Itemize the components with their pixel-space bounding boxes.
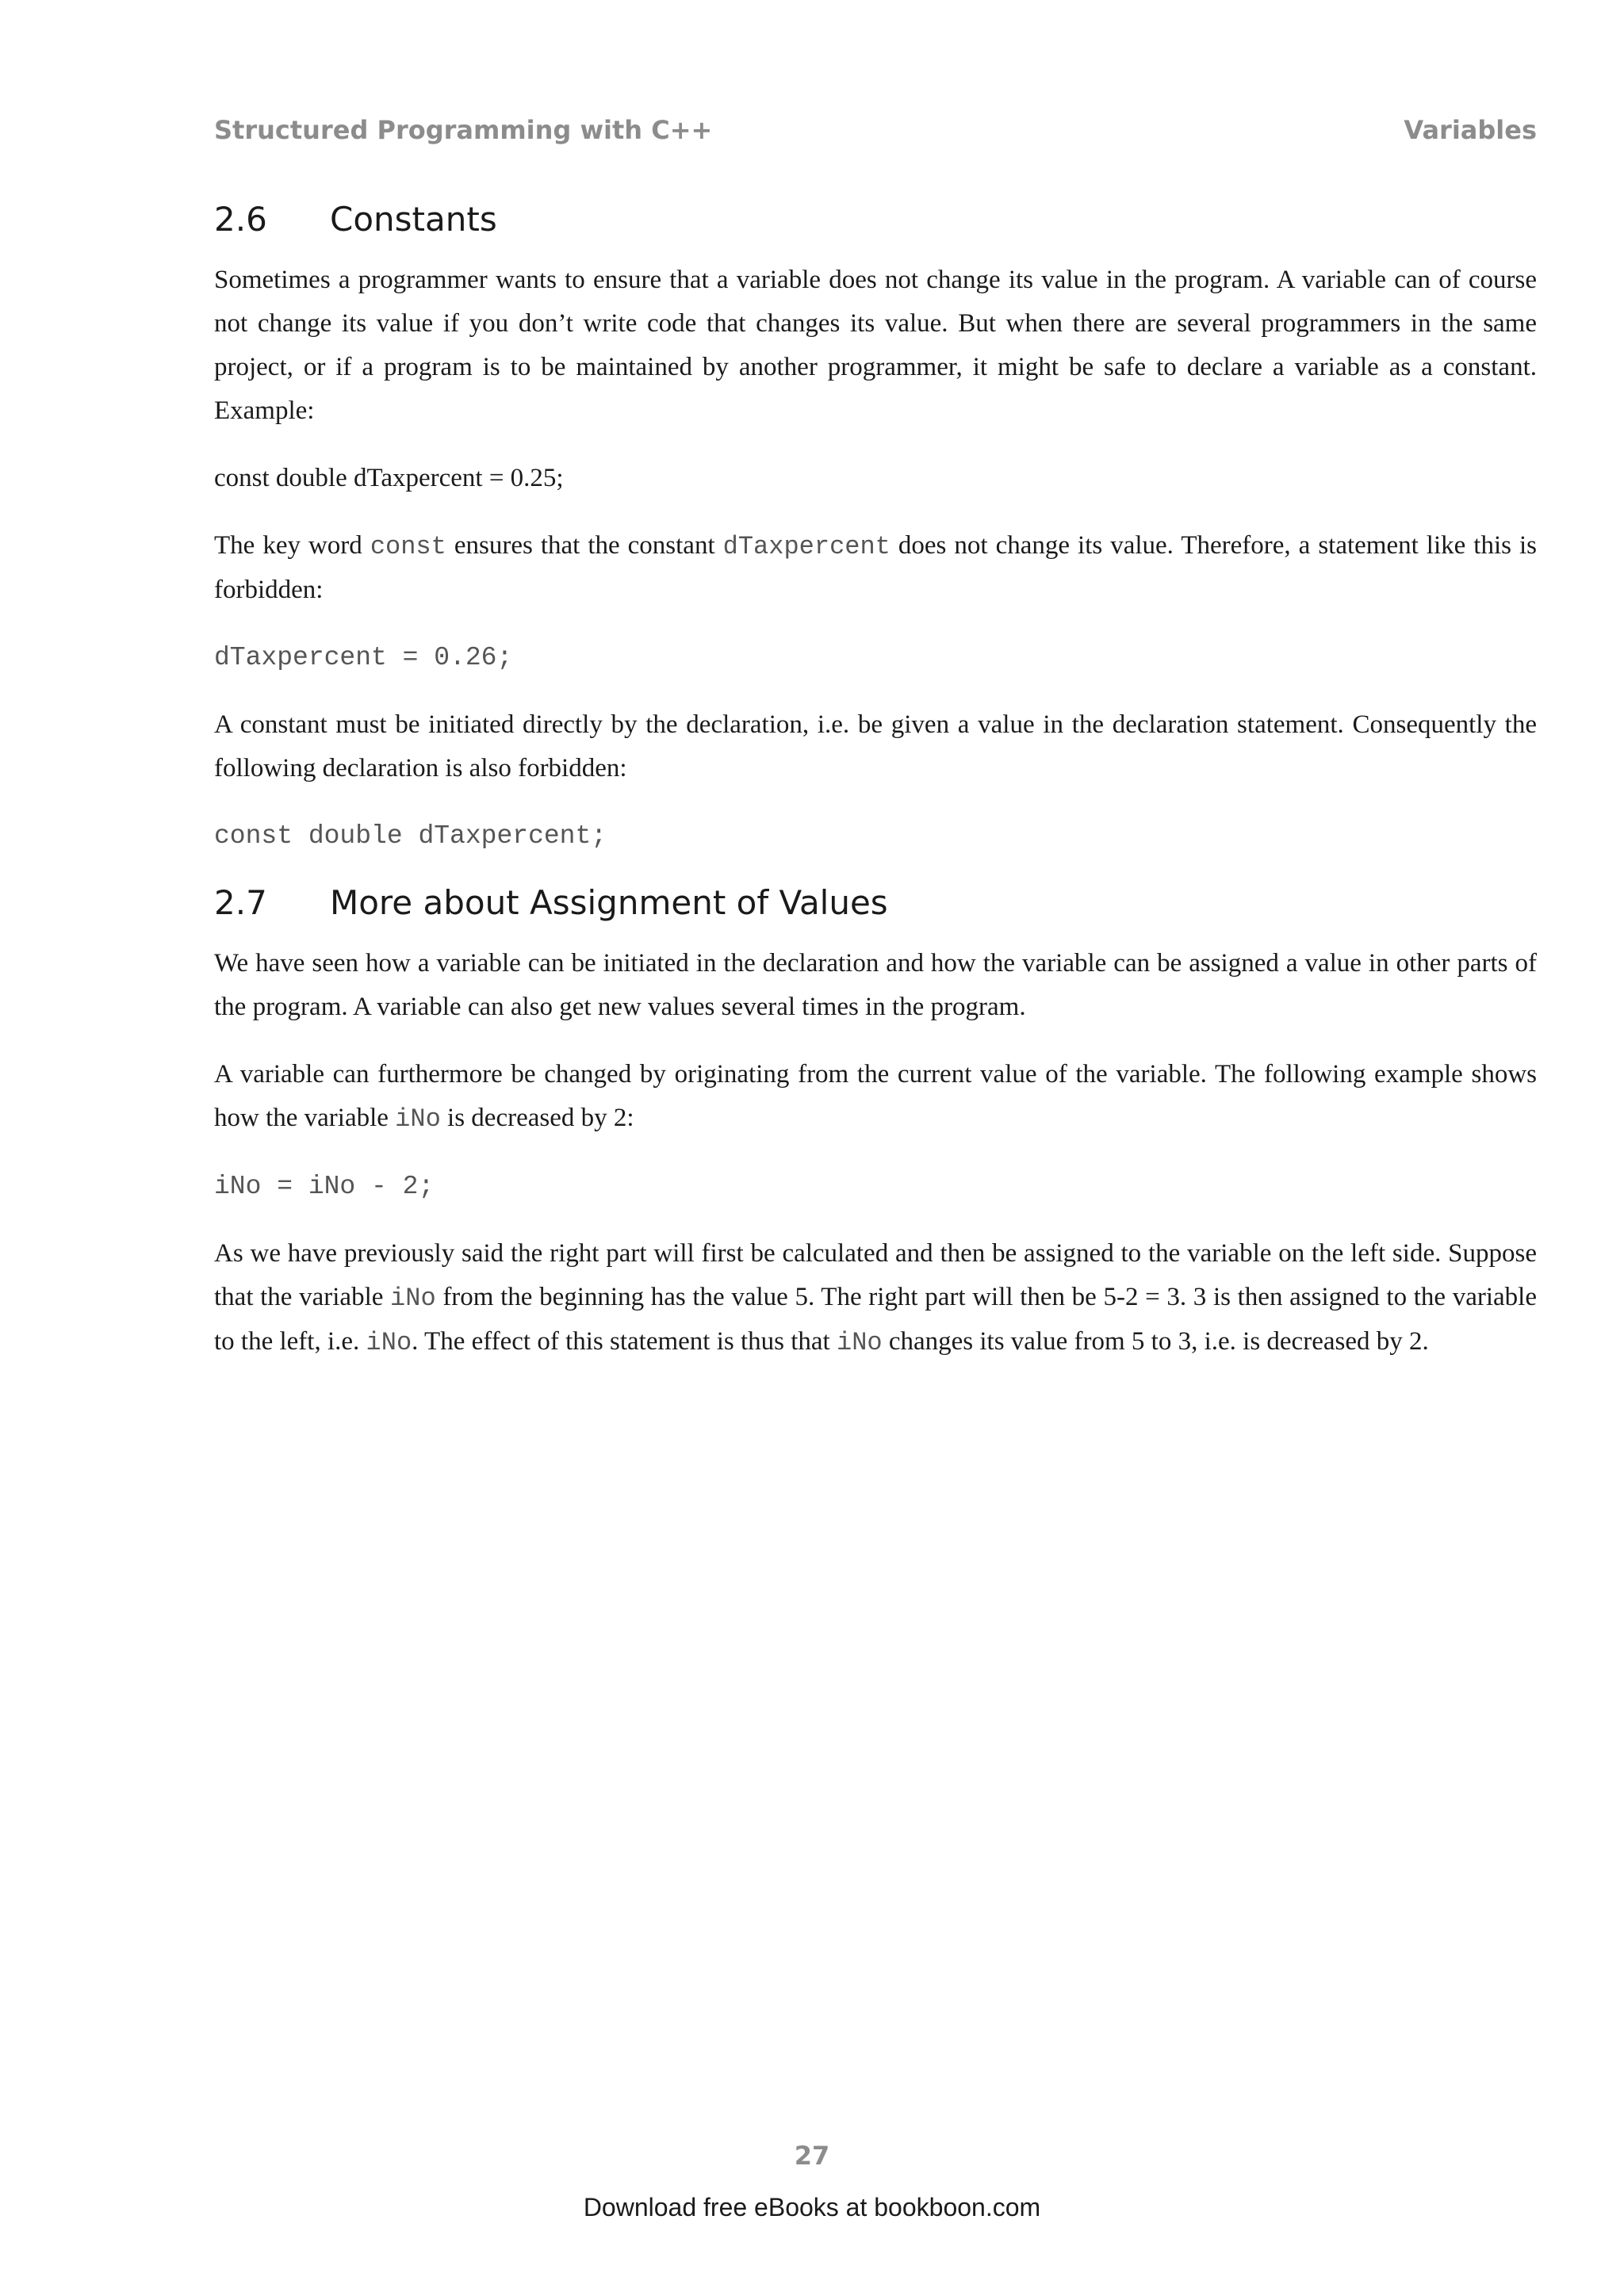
inline-code: dTaxpercent [722, 532, 891, 561]
inline-code: iNo [395, 1104, 441, 1134]
footer-download-link[interactable]: Download free eBooks at bookboon.com [583, 2193, 1041, 2221]
book-title: Structured Programming with C++ [214, 115, 713, 145]
code-line: const double dTaxpercent; [214, 821, 607, 851]
inline-code: const [370, 532, 446, 561]
section-title: More about Assignment of Values [330, 882, 888, 922]
paragraph: A constant must be initiated directly by the declaration, i.e. be given a value in the declaration statement. Consequently the following declaration is also forbidden: [214, 710, 1537, 783]
inline-code: iNo [390, 1284, 436, 1313]
section-heading-constants [214, 190, 1537, 247]
paragraph: The key word const ensures that the constant dTaxpercent does not change its value. Therefore, a statement like this is forbidden: [214, 531, 1537, 604]
example-line: const double dTaxpercent = 0.25; [214, 464, 564, 492]
page-content [214, 111, 1537, 1364]
page-number: 27 [794, 2141, 830, 2171]
paragraph: As we have previously said the right part will first be calculated and then be assigned to the variable on the left side. Suppose that the variable iNo from the beginning has the value 5. The right part will then be 5-2 = 3. 3 is then assigned to the variable to the left, i.e. iNo. The effect of this statement is thus that iNo changes its value from 5 to 3, i.e. is decreased by 2. [214, 1239, 1537, 1357]
running-header [214, 111, 1537, 149]
paragraph: Sometimes a programmer wants to ensure that a variable does not change its value in the program. A variable can of course not change its value if you don’t write code that changes its value. But when there are several programmers in the same project, or if a program is to be maintained by another programmer, it might be safe to declare a variable as a constant. Example: [214, 266, 1537, 425]
code-line: dTaxpercent = 0.26; [214, 643, 513, 672]
chapter-title: Variables [1404, 115, 1537, 145]
section-heading-assignment [214, 874, 1537, 931]
code-line: iNo = iNo - 2; [214, 1172, 435, 1201]
section-number: 2.6 [214, 199, 267, 239]
paragraph: We have seen how a variable can be initiated in the declaration and how the variable can be assigned a value in other parts of the program. A variable can also get new values several times in the program. [214, 949, 1537, 1021]
section-title: Constants [330, 199, 497, 239]
inline-code: iNo [836, 1328, 883, 1357]
section-number: 2.7 [214, 882, 267, 922]
paragraph: A variable can furthermore be changed by originating from the current value of the variable. The following example shows how the variable iNo is decreased by 2: [214, 1060, 1537, 1134]
inline-code: iNo [366, 1328, 412, 1357]
